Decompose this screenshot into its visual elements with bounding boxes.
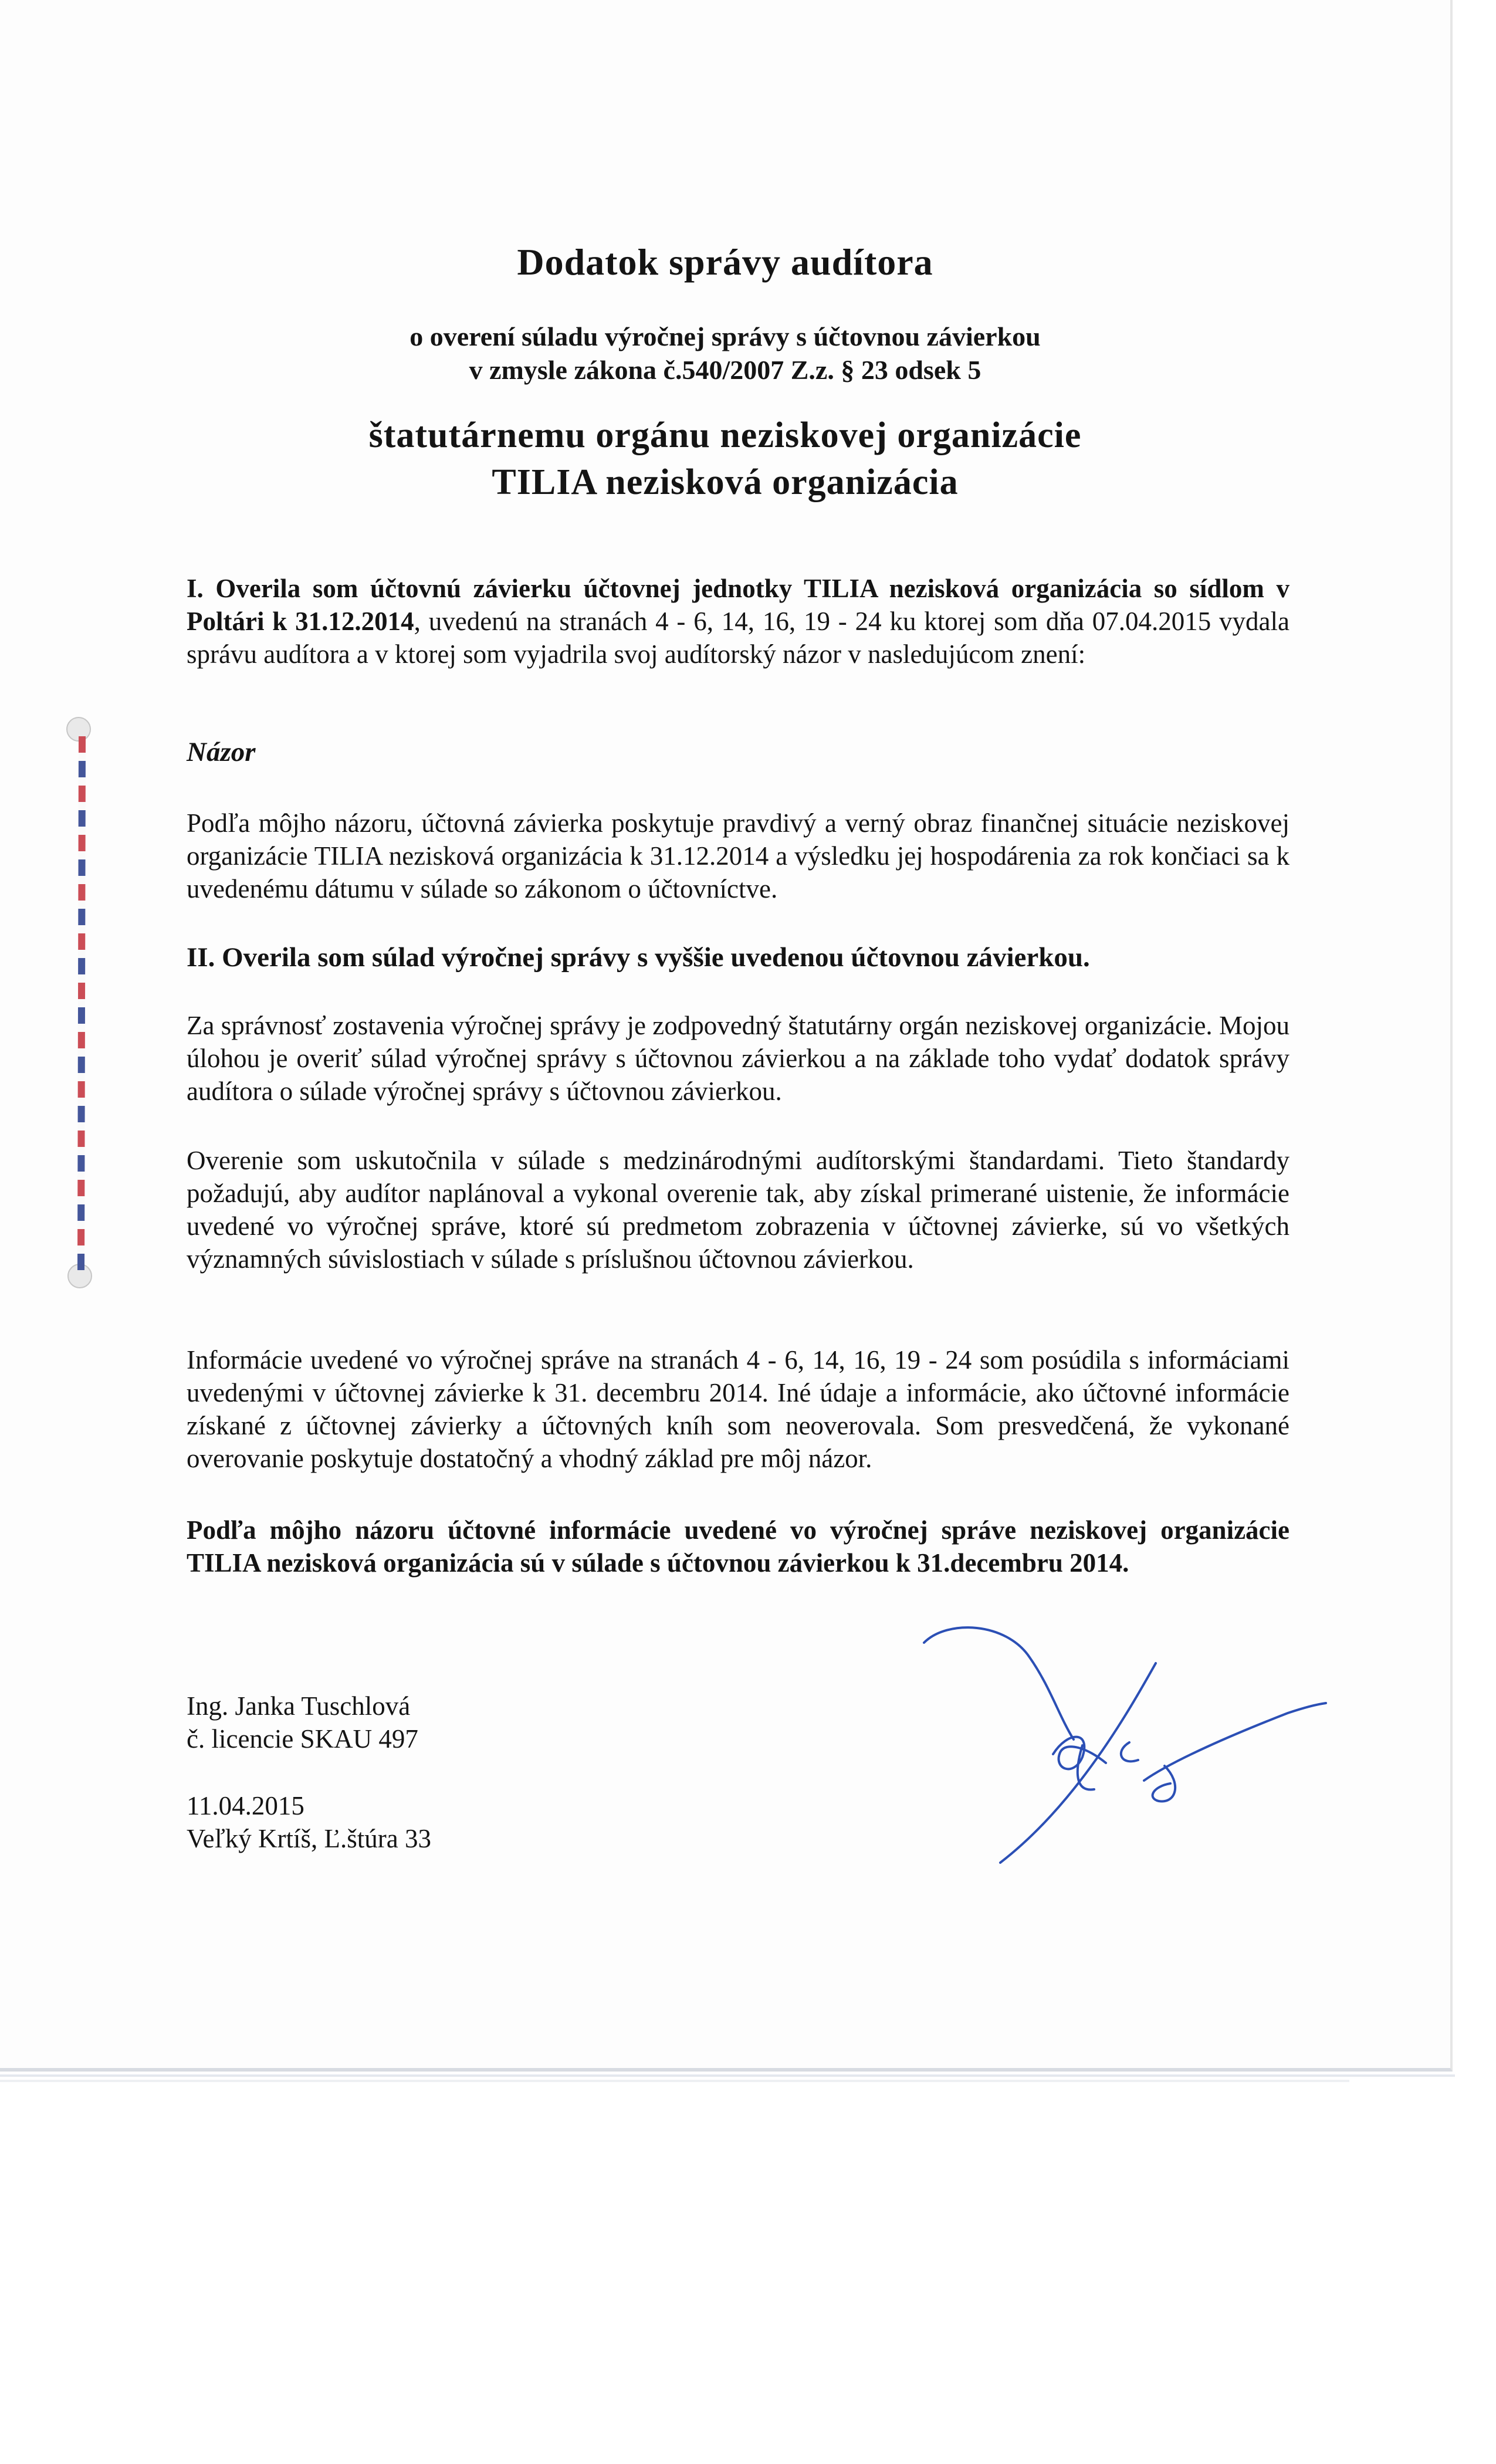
section-2-paragraph-1: Za správnosť zostavenia výročnej správy je zodpovedný štatutárny orgán neziskovej organizácie. Mojou úlohou je overiť súlad výročnej správy s účtovnou závierkou a na základe toho vydať dodatok správy audítora o súlade výročnej správy s účtovnou závierkou.: [187, 1011, 1289, 1106]
opinion-heading: Názor: [187, 737, 256, 767]
section-2-paragraph-2: Overenie som uskutočnila v súlade s medzinárodnými audítorskými štandardami. Tieto štandardy požadujú, aby audítor naplánoval a vykonal overenie tak, aby získal primerané uistenie, že informácie uvedené vo výročnej správe, ktoré sú predmetom zobrazenia v účtovnej závierke, sú vo všetkých významných súvislostiach v súlade s príslušnou účtovnou závierkou.: [187, 1146, 1289, 1274]
date-place-block: [187, 1789, 431, 1855]
document-title: Dodatok správy audítora: [517, 241, 933, 283]
document-subtitle: [0, 320, 1450, 387]
handwritten-signature: [906, 1616, 1329, 1874]
addressee: [0, 412, 1450, 506]
subtitle-line-2: v zmysle zákona č.540/2007 Z.z. § 23 odsek 5: [469, 355, 981, 385]
subtitle-line-1: o overení súladu výročnej správy s účtovnou závierkou: [409, 321, 1041, 351]
section-1-text: , uvedenú na stranách 4 - 6, 14, 16, 19 - 24 ku ktorej som dňa 07.04.2015 vydala správu audítora a v ktorej som vyjadrila svoj audítorský názor v nasledujúcom znení:: [187, 607, 1289, 669]
section-1-paragraph: [187, 572, 1289, 671]
signatory-name: Ing. Janka Tuschlová: [187, 1691, 411, 1721]
tricolor-binding-cord: [65, 713, 100, 1299]
section-2-paragraph-3: Informácie uvedené vo výročnej správe na stranách 4 - 6, 14, 16, 19 - 24 som posúdila s informáciami uvedenými v účtovnej závierke k 31. decembru 2014. Iné údaje a informácie, ako účtovné informácie získané z účtovnej závierky a účtovných kníh som neoverovala. Som presvedčená, že vykonané overovanie poskytuje dostatočný a vhodný základ pre môj názor.: [187, 1345, 1289, 1473]
opinion-paragraph: Podľa môjho názoru, účtovná závierka poskytuje pravdivý a verný obraz finančnej situácie neziskovej organizácie TILIA nezisková organizácia k 31.12.2014 a výsledku jej hospodárenia za rok končiaci sa k uvedenému dátumu v súlade so zákonom o účtovníctve.: [187, 808, 1289, 903]
addressee-line-1: štatutárnemu orgánu neziskovej organizácie: [368, 415, 1082, 455]
conclusion-paragraph: Podľa môjho názoru účtovné informácie uvedené vo výročnej správe neziskovej organizácie TILIA nezisková organizácia sú v súlade s účtovnou závierkou k 31.decembru 2014.: [187, 1515, 1289, 1578]
signatory-block: [187, 1690, 418, 1755]
paper-stack-edge: [0, 2074, 1455, 2077]
paper-stack-edge: [0, 2080, 1349, 2082]
signatory-license: č. licencie SKAU 497: [187, 1724, 418, 1754]
signature-date: 11.04.2015: [187, 1791, 304, 1820]
section-2-heading: II. Overila som súlad výročnej správy s vyššie uvedenou účtovnou závierkou.: [187, 942, 1090, 973]
signatory-address: Veľký Krtíš, Ľ.štúra 33: [187, 1824, 431, 1853]
section-1-bold-lead: I. Overila som účtovnú závierku účtovnej jednotky TILIA nezisková organizácia so sídlom v Poltári k 31.12.2014: [187, 574, 1289, 636]
addressee-line-2: TILIA nezisková organizácia: [492, 462, 959, 502]
